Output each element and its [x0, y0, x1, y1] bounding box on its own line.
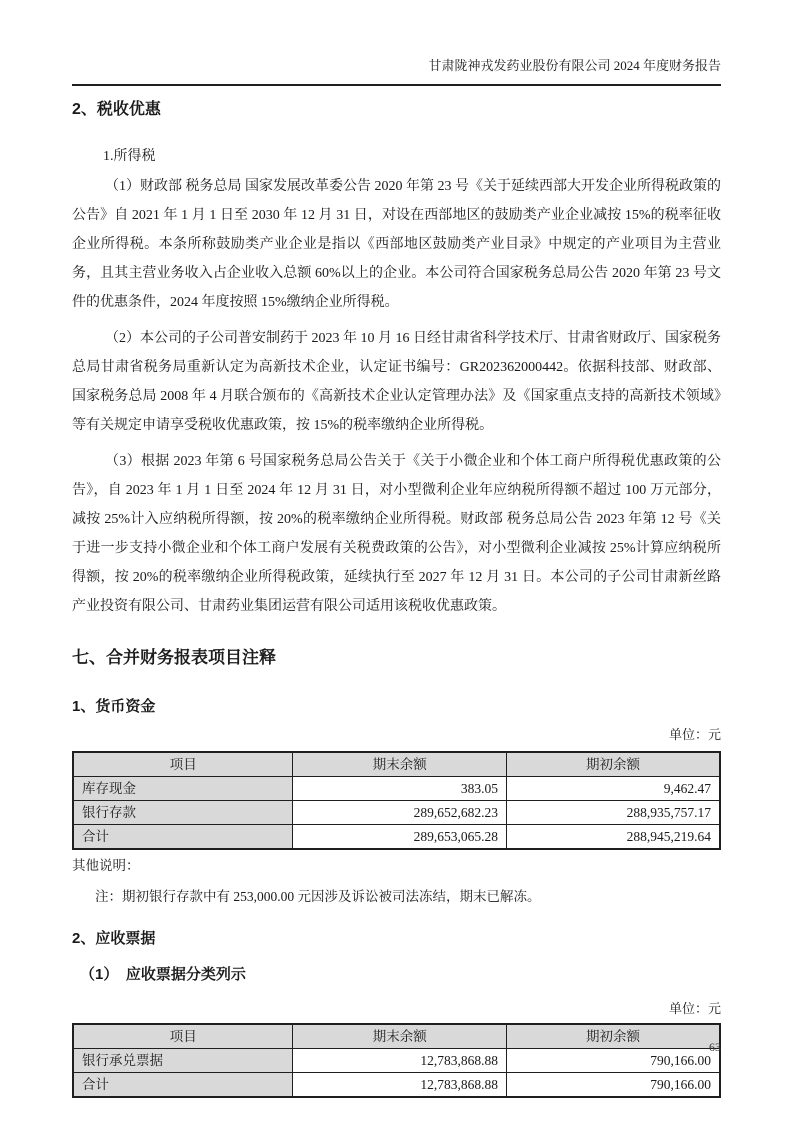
notes-receivable-table: [72, 1023, 721, 1098]
monetary-funds-table: [72, 751, 721, 850]
beginning-balance-cell: 790,166.00: [506, 1073, 720, 1098]
report-title: 甘肃陇神戎发药业股份有限公司 2024 年度财务报告: [428, 58, 721, 73]
column-header-item: 项目: [73, 1024, 293, 1049]
column-header-ending-balance: 期末余额: [293, 1024, 507, 1049]
beginning-balance-cell: 288,935,757.17: [506, 801, 720, 825]
frozen-deposit-note: 注：期初银行存款中有 253,000.00 元因涉及诉讼被司法冻结，期末已解冻。: [95, 889, 541, 904]
item-cell: 银行承兑票据: [73, 1049, 293, 1073]
item-cell: 合计: [73, 825, 293, 850]
page-number: 63: [709, 1040, 721, 1054]
subsection-heading-notes-receivable: 2、应收票据: [72, 930, 156, 947]
ending-balance-cell: 12,783,868.88: [293, 1073, 507, 1098]
subsection-heading-monetary-funds: 1、货币资金: [72, 698, 156, 715]
table-row-bank-acceptance-bills: [73, 1049, 720, 1073]
beginning-balance-cell: 288,945,219.64: [506, 825, 720, 850]
section-heading-tax-incentives: 2、税收优惠: [72, 101, 161, 118]
beginning-balance-cell: 9,462.47: [506, 777, 720, 801]
income-tax-label: 1.所得税: [103, 149, 156, 164]
other-notes-label: 其他说明：: [72, 858, 140, 873]
paragraph-high-tech-enterprise: （2）本公司的子公司普安制药于 2023 年 10 月 16 日经甘肃省科学技术厅、甘肃省财政厅、国家税务总局甘肃省税务局重新认定为高新技术企业，认定证书编号：GR202362000442。依据科技部、财政部、国家税务总局 2008 年 4 月联合颁布的《高新技术企业认定管理办法》及《国家重点支持的高新技术领域》等有关规定申请享受税收优惠政策，按 15%的税率缴纳企业所得税。: [72, 331, 721, 433]
beginning-balance-cell: 790,166.00: [506, 1049, 720, 1073]
paragraph-western-development-policy: （1）财政部 税务总局 国家发展改革委公告 2020 年第 23 号《关于延续西部大开发企业所得税政策的公告》自 2021 年 1 月 1 日至 2030 年 12 月 31 日，对设在西部地区的鼓励类产业企业减按 15%的税率征收企业所得税。本条所称鼓励类产业企业是指以《西部地区鼓励类产业目录》中规定的产业项目为主营业务，且其主营业务收入占企业收入总额 60%以上的企业。本公司符合国家税务总局公告 2020 年第 23 号文件的优惠条件，2024 年度按照 15%缴纳企业所得税。: [72, 179, 721, 310]
table-row-bank-deposits: [73, 801, 720, 825]
item-cell: 合计: [73, 1073, 293, 1098]
table-row-cash-on-hand: [73, 777, 720, 801]
ending-balance-cell: 289,652,682.23: [293, 801, 507, 825]
unit-label-monetary: 单位：元: [668, 727, 721, 742]
running-header: [72, 0, 721, 86]
subsection-heading-receivable-classification: （1） 应收票据分类列示: [80, 966, 246, 983]
item-cell: 库存现金: [73, 777, 293, 801]
item-cell: 银行存款: [73, 801, 293, 825]
column-header-beginning-balance: 期初余额: [506, 752, 720, 777]
ending-balance-cell: 383.05: [293, 777, 507, 801]
table-row-total: [73, 825, 720, 850]
unit-label-receivable: 单位：元: [668, 1001, 721, 1016]
ending-balance-cell: 289,653,065.28: [293, 825, 507, 850]
paragraph-small-micro-enterprise: （3）根据 2023 年第 6 号国家税务总局公告关于《关于小微企业和个体工商户所得税优惠政策的公告》，自 2023 年 1 月 1 日至 2024 年 12 月 31 日，对小型微利企业年应纳税所得额不超过 100 万元部分，减按 25%计入应纳税所得额，按 20%的税率缴纳企业所得税。财政部 税务总局公告 2023 年第 12 号《关于进一步支持小微企业和个体工商户发展有关税费政策的公告》，对小型微利企业减按 25%计算应纳税所得额，按 20%的税率缴纳企业所得税政策，延续执行至 2027 年 12 月 31 日。本公司的子公司甘肃新丝路产业投资有限公司、甘肃药业集团运营有限公司适用该税收优惠政策。: [72, 454, 721, 614]
table-header-row: [73, 1024, 720, 1049]
column-header-beginning-balance: 期初余额: [506, 1024, 720, 1049]
column-header-ending-balance: 期末余额: [293, 752, 507, 777]
tax-paragraphs: [72, 172, 721, 621]
table-row-total: [73, 1073, 720, 1098]
column-header-item: 项目: [73, 752, 293, 777]
ending-balance-cell: 12,783,868.88: [293, 1049, 507, 1073]
section-heading-consolidated-notes: 七、合并财务报表项目注释: [72, 648, 276, 667]
table-header-row: [73, 752, 720, 777]
